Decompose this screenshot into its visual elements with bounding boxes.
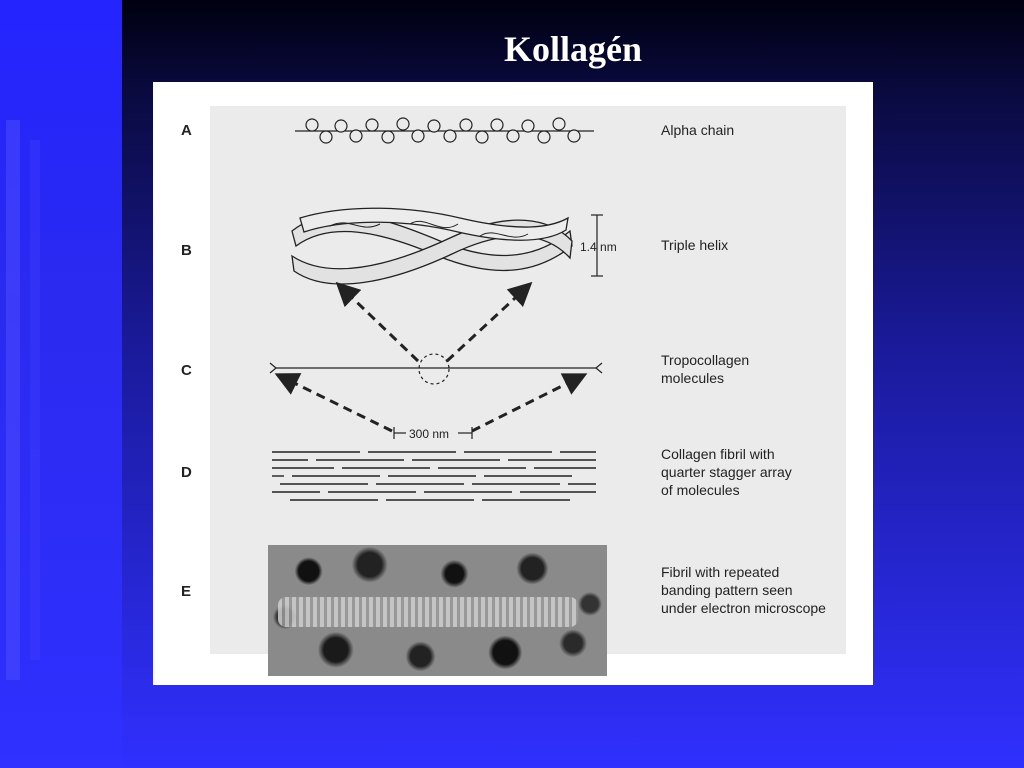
row-label-d-line-2: quarter stagger array: [661, 464, 792, 480]
electron-micrograph: [268, 545, 607, 676]
row-label-d-line-3: of molecules: [661, 482, 740, 498]
figure-panel: [153, 82, 873, 685]
triple-helix-drawing: [292, 208, 572, 284]
row-label-e-line-3: under electron microscope: [661, 600, 826, 616]
row-letter-a: A: [181, 122, 192, 139]
row-letter-e: E: [181, 583, 192, 600]
row-label-e-line-2: banding pattern seen: [661, 582, 793, 598]
left-decorative-strip: [0, 0, 122, 768]
slide-title: Kollagén: [503, 29, 642, 69]
row-label-b-line-1: Triple helix: [661, 237, 729, 253]
row-label-e-line-1: Fibril with repeated: [661, 564, 780, 580]
quarter-stagger-array-drawing: [272, 452, 596, 500]
alpha-chain-drawing: [295, 118, 594, 143]
figure-paper: [181, 106, 846, 654]
molecule-length-label: 300 nm: [409, 427, 450, 441]
magnify-arrows: [340, 286, 528, 361]
tropocollagen-molecule-drawing: [270, 354, 602, 384]
decorative-squares-secondary: [30, 140, 46, 660]
row-label-c-line-2: molecules: [661, 370, 725, 386]
row-label-a-line-1: Alpha chain: [661, 122, 735, 138]
banded-fibril: [278, 597, 578, 627]
row-letter-c: C: [181, 362, 192, 379]
row-label-d-line-1: Collagen fibril with: [661, 446, 775, 462]
helix-width-label: 1.4 nm: [580, 240, 617, 254]
row-label-c-line-1: Tropocollagen: [661, 352, 750, 368]
decorative-squares: [6, 120, 28, 680]
row-letter-b: B: [181, 242, 192, 259]
row-letter-d: D: [181, 464, 192, 481]
